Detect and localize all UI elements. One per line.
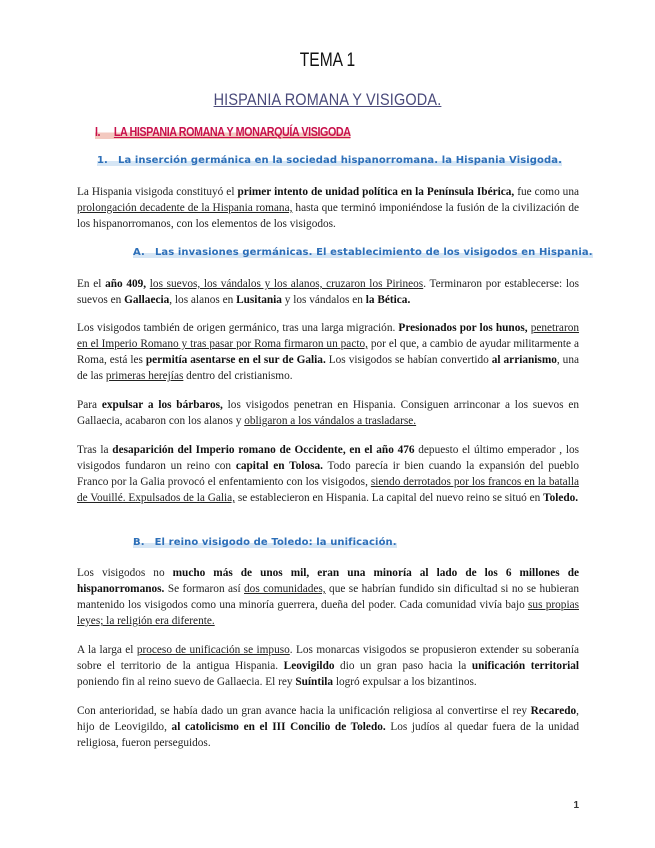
text-run: Todo parecía ir bien cuando la expansión del pueblo Franco por la Galia provocó el enfentamiento con los visigodos, [77, 460, 579, 488]
text-run: , los alanos en [169, 294, 237, 306]
text-run: los visigodos penetran en Hispania. Consiguen arrinconar a los suevos en Gallaecia, acabaron con los alanos y [77, 399, 579, 427]
text-run: Los visigodos se habían convertido [325, 354, 492, 366]
text-run: hasta que terminó imponiéndose la fusión de la civilización de los hispanorromanos, con los elementos de los visigodos. [77, 202, 579, 230]
bold-text: año 409, [105, 278, 147, 290]
subsection-letter: A. [133, 247, 145, 258]
bold-text: al catolicismo en el III Concilio de Toledo. [171, 721, 386, 733]
text-run: Se formaron así [164, 583, 245, 595]
bold-text: Leovigildo [283, 660, 335, 672]
bold-text: Presionados por los hunos, [398, 322, 528, 334]
bold-text: permitía asentarse en el sur de Galia. [145, 354, 326, 366]
text-run: Los visigodos también de origen germánico, tras una larga migración. [77, 322, 399, 334]
section-heading [95, 125, 351, 139]
subsection-number: 1. [97, 155, 108, 166]
text-run: En el [77, 278, 106, 290]
bold-text: capital en Tolosa. [235, 460, 323, 472]
paragraph-2 [77, 276, 579, 308]
text-run: poniendo fin al reino suevo de Gallaecia. El rey [77, 676, 296, 688]
underlined-text: sus propias leyes; la religión era diferente. [77, 599, 579, 627]
section-title: LA HISPANIA ROMANA Y MONARQUÍA VISIGODA [113, 125, 351, 139]
underlined-text: proceso de unificación se impuso [136, 644, 290, 656]
subsection-title: El reino visigodo de Toledo: la unificación. [154, 537, 397, 548]
bold-text: primer intento de unidad política en la Península Ibérica, [237, 186, 515, 198]
text-run: dentro del cristianismo. [183, 370, 293, 382]
underlined-text: obligaron a los vándalos a trasladarse. [244, 415, 417, 427]
text-run: fue como una [514, 186, 579, 198]
text-run: depuesto el último emperador , los visigodos fundaron un reino con [77, 444, 580, 472]
text-run: Tras la [77, 444, 113, 456]
underlined-text: los suevos, los vándalos y los alanos, cruzaron los Pirineos [149, 278, 424, 290]
bold-text: la Bética. [365, 294, 411, 306]
text-run: , hijo de Leovigildo, [77, 705, 579, 733]
bold-text: desaparición del Imperio romano de Occidente, en el año 476 [112, 444, 415, 456]
text-run: por el que, a cambio de ayudar militarmente a Roma, está les [77, 338, 579, 366]
text-run: . Terminaron por establecerse: los suevos en [77, 278, 580, 306]
bold-text: Lusitania [236, 294, 282, 306]
paragraph-5 [77, 442, 579, 506]
bold-text: Gallaecia [124, 294, 170, 306]
paragraph-8 [77, 703, 579, 751]
text-run: A la larga el [77, 644, 137, 656]
underlined-text: prolongación decadente de la Hispania romana, [77, 202, 293, 214]
paragraph-6 [77, 565, 579, 629]
paragraph-1 [77, 184, 579, 232]
bold-text: Suíntila [295, 676, 334, 688]
paragraph-7 [77, 642, 579, 690]
bold-text: al arrianismo [491, 354, 557, 366]
bold-text: Toledo. [543, 492, 579, 504]
subsection-heading-1 [97, 155, 562, 166]
subsection-heading-a [133, 247, 593, 258]
underlined-text: penetraron en el Imperio Romano y tras pasar por Roma firmaron un pacto, [77, 322, 580, 350]
underlined-text: primeras herejías [105, 370, 184, 382]
page-subtitle: HISPANIA ROMANA Y VISIGODA. [213, 90, 442, 109]
section-number: I. [95, 125, 101, 139]
paragraph-3 [77, 320, 579, 384]
subsection-heading-b [133, 537, 397, 548]
text-run: Los visigodos no [77, 567, 173, 579]
text-run: La Hispania visigoda constituyó el [77, 186, 238, 198]
text-run: Con anterioridad, se había dado un gran avance hacia la unificación religiosa al convertirse el rey [77, 705, 531, 717]
text-run: se establecieron en Hispania. La capital del nuevo reino se situó en [235, 492, 544, 504]
bold-text: Recaredo [530, 705, 577, 717]
underlined-text: siendo derrotados por los francos en la batalla de Vouillé. Expulsados de la Galia, [77, 476, 579, 504]
page-title: TEMA 1 [299, 50, 356, 71]
subsection-title: Las invasiones germánicas. El establecimiento de los visigodos en Hispania. [154, 247, 593, 258]
bold-text: mucho más de unos mil, eran una minoría al lado de los 6 millones de hispanorromanos. [77, 567, 579, 595]
text-run: dio un gran paso hacia la [334, 660, 472, 672]
subsection-title: La inserción germánica en la sociedad hispanorromana. la Hispania Visigoda. [117, 155, 563, 166]
underlined-text: dos comunidades, [244, 583, 326, 595]
bold-text: unificación territorial [471, 660, 580, 672]
page-number: 1 [573, 800, 579, 811]
text-run: logró expulsar a los bizantinos. [333, 676, 477, 688]
paragraph-4 [77, 397, 579, 429]
text-run: , una de las [77, 354, 579, 382]
bold-text: expulsar a los bárbaros, [101, 399, 223, 411]
text-run: . Los monarcas visigodos se propusieron extender su soberanía sobre el territorio de la antigua Hispania. [77, 644, 579, 672]
subsection-letter: B. [133, 537, 145, 548]
text-run: Para [77, 399, 102, 411]
text-run: que se habrían fundido sin dificultad si no se hubieran mantenido los visigodos como una minoría guerrera, dueña del poder. Cada comunidad vivía bajo [77, 583, 580, 611]
text-run: y los vándalos en [281, 294, 366, 306]
text-run: Los judíos al quedar fuera de la unidad religiosa, fueron perseguidos. [77, 721, 580, 749]
